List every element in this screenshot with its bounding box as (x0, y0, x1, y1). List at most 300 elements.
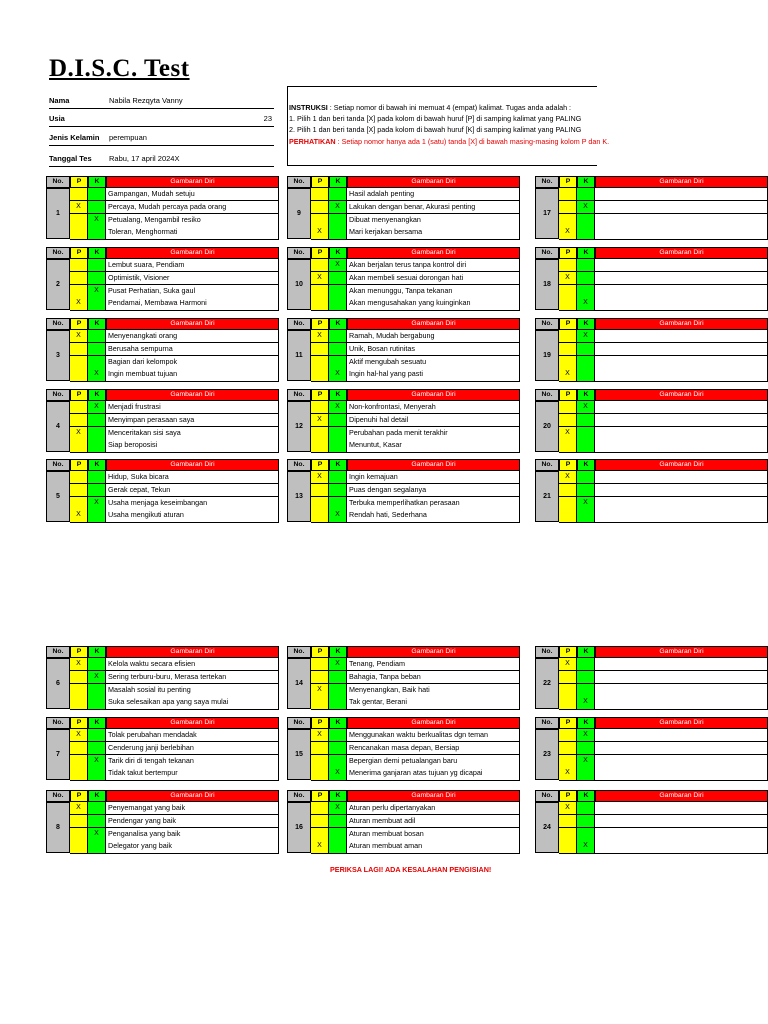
p-checkbox[interactable] (559, 509, 577, 523)
p-checkbox[interactable] (559, 343, 577, 356)
header-p: P (311, 790, 329, 802)
info-label: Nama (49, 96, 70, 105)
statement-row (311, 471, 520, 484)
p-checkbox[interactable] (311, 188, 329, 201)
k-checkbox[interactable]: X (577, 201, 595, 214)
header-no: No. (46, 646, 70, 658)
info-row-name (49, 90, 274, 109)
age-number[interactable]: 23 (263, 114, 272, 123)
header-k: K (577, 459, 595, 471)
statement-row (70, 226, 279, 239)
p-checkbox[interactable]: X (311, 840, 329, 854)
k-checkbox[interactable] (577, 658, 595, 671)
p-checkbox[interactable] (311, 658, 329, 671)
p-checkbox[interactable] (311, 401, 329, 414)
k-checkbox[interactable] (88, 272, 106, 285)
statement-row (70, 509, 279, 522)
warning-heading: PERHATIKAN (289, 137, 336, 146)
k-checkbox[interactable]: X (329, 259, 347, 272)
k-checkbox[interactable] (577, 439, 595, 453)
p-checkbox[interactable] (311, 368, 329, 382)
statement-text (595, 226, 768, 240)
p-checkbox[interactable]: X (559, 272, 577, 285)
group-header (535, 717, 768, 729)
p-checkbox[interactable]: X (70, 729, 88, 742)
statement-row (559, 188, 768, 201)
k-checkbox[interactable] (577, 802, 595, 815)
statement-text: Berusaha sempurna (106, 343, 279, 356)
p-checkbox[interactable]: X (559, 427, 577, 440)
statement-row (559, 368, 768, 381)
statement-text: Rencanakan masa depan, Bersiap (347, 742, 520, 755)
statement-text: Rendah hati, Sederhana (347, 509, 520, 523)
group-header (46, 717, 279, 729)
k-checkbox[interactable]: X (88, 285, 106, 298)
statement-row (70, 297, 279, 310)
p-checkbox[interactable] (311, 742, 329, 755)
statement-text: Siap beroposisi (106, 439, 279, 453)
k-checkbox[interactable]: X (329, 201, 347, 214)
k-checkbox[interactable] (329, 671, 347, 684)
k-checkbox[interactable]: X (88, 368, 106, 382)
p-checkbox[interactable] (70, 368, 88, 382)
k-checkbox[interactable] (88, 201, 106, 214)
k-checkbox[interactable] (329, 484, 347, 497)
k-checkbox[interactable] (88, 414, 106, 427)
p-checkbox[interactable]: X (70, 802, 88, 815)
p-checkbox[interactable]: X (311, 684, 329, 697)
p-checkbox[interactable] (559, 297, 577, 311)
question-group (46, 389, 279, 453)
statement-row (70, 840, 279, 853)
header-no: No. (535, 790, 559, 802)
statement-text: Delegator yang baik (106, 840, 279, 854)
instruction-heading: INSTRUKSI (289, 103, 328, 112)
k-checkbox[interactable] (577, 742, 595, 755)
k-checkbox[interactable] (577, 414, 595, 427)
statement-row (70, 272, 279, 285)
k-checkbox[interactable]: X (577, 401, 595, 414)
p-checkbox[interactable] (559, 840, 577, 854)
header-p: P (70, 176, 88, 188)
statement-row (311, 658, 520, 671)
p-checkbox[interactable] (559, 414, 577, 427)
statement-row (311, 188, 520, 201)
statement-text: Aturan membuat aman (347, 840, 520, 854)
instruction-line-1 (289, 103, 571, 112)
question-number: 20 (535, 401, 559, 452)
p-checkbox[interactable]: X (559, 471, 577, 484)
p-checkbox[interactable]: X (559, 368, 577, 382)
p-checkbox[interactable] (559, 401, 577, 414)
header-p: P (70, 790, 88, 802)
p-checkbox[interactable]: X (559, 226, 577, 240)
k-checkbox[interactable]: X (577, 840, 595, 854)
p-checkbox[interactable] (559, 742, 577, 755)
p-checkbox[interactable]: X (70, 330, 88, 343)
k-checkbox[interactable] (329, 840, 347, 854)
statement-text: Tolak perubahan mendadak (106, 729, 279, 742)
p-checkbox[interactable]: X (311, 414, 329, 427)
k-checkbox[interactable]: X (329, 509, 347, 523)
statement-text: Toleran, Menghormati (106, 226, 279, 240)
k-checkbox[interactable] (88, 343, 106, 356)
p-checkbox[interactable] (559, 729, 577, 742)
statement-row (559, 330, 768, 343)
k-checkbox[interactable]: X (577, 497, 595, 510)
k-checkbox[interactable] (329, 297, 347, 311)
statement-text: Sering terburu-buru, Merasa tertekan (106, 671, 279, 684)
question-group (535, 459, 704, 523)
p-checkbox[interactable] (559, 201, 577, 214)
p-checkbox[interactable] (311, 802, 329, 815)
k-checkbox[interactable] (577, 259, 595, 272)
k-checkbox[interactable] (329, 414, 347, 427)
k-checkbox[interactable] (577, 343, 595, 356)
k-checkbox[interactable]: X (88, 497, 106, 510)
question-group (46, 459, 279, 523)
info-label: Usia (49, 114, 65, 123)
info-label: Tanggal Tes (49, 154, 92, 163)
p-checkbox[interactable] (311, 343, 329, 356)
header-p: P (559, 247, 577, 259)
warning-text: : Setiap nomor hanya ada 1 (satu) tanda [X] di bawah masing-masing kolom P dan K. (335, 137, 610, 146)
k-checkbox[interactable] (577, 368, 595, 382)
k-checkbox[interactable] (329, 696, 347, 710)
statement-row (559, 671, 768, 684)
header-k: K (577, 646, 595, 658)
question-number: 7 (46, 729, 70, 780)
statement-row (559, 484, 768, 497)
k-checkbox[interactable] (88, 259, 106, 272)
p-checkbox[interactable] (70, 696, 88, 710)
question-number: 18 (535, 259, 559, 310)
statement-text: Cenderung janji berlebihan (106, 742, 279, 755)
k-checkbox[interactable]: X (88, 401, 106, 414)
p-checkbox[interactable]: X (311, 226, 329, 240)
question-number: 2 (46, 259, 70, 310)
k-checkbox[interactable] (88, 767, 106, 781)
question-group (287, 318, 520, 382)
question-number: 8 (46, 802, 70, 853)
p-checkbox[interactable] (70, 815, 88, 828)
group-header (535, 646, 768, 658)
statement-row (70, 815, 279, 828)
statement-text (595, 696, 768, 710)
group-header (46, 247, 279, 259)
k-checkbox[interactable]: X (88, 671, 106, 684)
header-gambaran-diri: Gambaran Diri (347, 717, 520, 729)
header-k: K (329, 247, 347, 259)
k-checkbox[interactable] (88, 696, 106, 710)
p-checkbox[interactable] (559, 815, 577, 828)
p-checkbox[interactable] (70, 272, 88, 285)
statement-row (311, 439, 520, 452)
p-checkbox[interactable] (70, 439, 88, 453)
header-no: No. (46, 459, 70, 471)
group-header (287, 389, 520, 401)
statement-text: Penyemangat yang baik (106, 802, 279, 815)
header-no: No. (535, 646, 559, 658)
statement-row (559, 802, 768, 815)
k-checkbox[interactable]: X (577, 297, 595, 311)
statement-row (70, 343, 279, 356)
k-checkbox[interactable] (329, 815, 347, 828)
header-no: No. (46, 717, 70, 729)
k-checkbox[interactable] (577, 671, 595, 684)
k-checkbox[interactable] (577, 767, 595, 781)
group-header (46, 318, 279, 330)
p-checkbox[interactable] (311, 259, 329, 272)
k-checkbox[interactable] (577, 272, 595, 285)
header-gambaran-diri: Gambaran Diri (347, 459, 520, 471)
k-checkbox[interactable] (329, 742, 347, 755)
p-checkbox[interactable] (70, 484, 88, 497)
statement-text: Bagian dari kelompok (106, 356, 279, 369)
question-number: 11 (287, 330, 311, 381)
k-checkbox[interactable] (329, 439, 347, 453)
info-row-age (49, 108, 274, 127)
k-checkbox[interactable]: X (88, 214, 106, 227)
k-checkbox[interactable] (577, 226, 595, 240)
p-checkbox[interactable] (559, 330, 577, 343)
header-k: K (88, 459, 106, 471)
p-checkbox[interactable] (311, 201, 329, 214)
question-group (46, 790, 279, 854)
header-no: No. (535, 318, 559, 330)
statement-row (559, 343, 768, 356)
header-k: K (577, 176, 595, 188)
group-header (46, 176, 279, 188)
k-checkbox[interactable] (88, 297, 106, 311)
p-checkbox[interactable] (559, 696, 577, 710)
statement-row (559, 696, 768, 709)
statement-row (559, 226, 768, 239)
k-checkbox[interactable]: X (329, 368, 347, 382)
p-checkbox[interactable] (311, 439, 329, 453)
statement-row (70, 767, 279, 780)
k-checkbox[interactable] (88, 471, 106, 484)
statement-row (559, 401, 768, 414)
statement-text: Optimistik, Visioner (106, 272, 279, 285)
k-checkbox[interactable] (88, 439, 106, 453)
k-checkbox[interactable] (88, 188, 106, 201)
statement-row (311, 272, 520, 285)
header-p: P (70, 389, 88, 401)
group-header (287, 717, 520, 729)
k-checkbox[interactable] (88, 509, 106, 523)
statement-text: Menggunakan waktu berkualitas dgn teman (347, 729, 520, 742)
k-checkbox[interactable] (577, 509, 595, 523)
header-p: P (70, 318, 88, 330)
k-checkbox[interactable] (88, 330, 106, 343)
p-checkbox[interactable]: X (70, 297, 88, 311)
statement-row (559, 742, 768, 755)
k-checkbox[interactable] (329, 272, 347, 285)
info-row-gender (49, 127, 274, 146)
p-checkbox[interactable] (70, 767, 88, 781)
k-checkbox[interactable]: X (329, 767, 347, 781)
question-number: 10 (287, 259, 311, 310)
statement-text: Gerak cepat, Tekun (106, 484, 279, 497)
statement-text (595, 439, 768, 453)
header-no: No. (287, 646, 311, 658)
k-checkbox[interactable]: X (329, 802, 347, 815)
header-p: P (311, 176, 329, 188)
statement-row (311, 226, 520, 239)
statement-row (311, 330, 520, 343)
instruction-text: : Setiap nomor di bawah ini memuat 4 (empat) kalimat. Tugas anda adalah : (327, 103, 572, 112)
p-checkbox[interactable]: X (70, 658, 88, 671)
group-header (535, 389, 768, 401)
statement-text (595, 509, 768, 523)
question-group (535, 176, 704, 240)
header-k: K (88, 790, 106, 802)
header-no: No. (535, 247, 559, 259)
header-no: No. (46, 790, 70, 802)
question-number: 9 (287, 188, 311, 239)
k-checkbox[interactable]: X (329, 658, 347, 671)
p-checkbox[interactable]: X (559, 658, 577, 671)
p-checkbox[interactable]: X (311, 272, 329, 285)
header-no: No. (46, 247, 70, 259)
statement-row (311, 509, 520, 522)
p-checkbox[interactable]: X (70, 427, 88, 440)
k-checkbox[interactable] (329, 471, 347, 484)
statement-text: Hasil adalah penting (347, 188, 520, 201)
statement-text: Akan berjalan terus tanpa kontrol diri (347, 259, 520, 272)
p-checkbox[interactable] (559, 188, 577, 201)
question-number: 3 (46, 330, 70, 381)
statement-row (559, 471, 768, 484)
statement-row (311, 414, 520, 427)
header-k: K (577, 717, 595, 729)
k-checkbox[interactable] (329, 226, 347, 240)
k-checkbox[interactable] (88, 742, 106, 755)
k-checkbox[interactable] (88, 802, 106, 815)
p-checkbox[interactable] (311, 696, 329, 710)
statement-row (70, 696, 279, 709)
test-date-value[interactable]: Rabu, 17 april 2024X (109, 154, 180, 163)
k-checkbox[interactable] (329, 729, 347, 742)
k-checkbox[interactable] (577, 815, 595, 828)
p-checkbox[interactable] (70, 742, 88, 755)
header-k: K (577, 389, 595, 401)
name-value[interactable]: Nabila Rezqyta Vanny (109, 96, 183, 105)
k-checkbox[interactable]: X (577, 755, 595, 768)
k-checkbox[interactable] (88, 484, 106, 497)
page-title: D.I.S.C. Test (49, 55, 190, 82)
statement-row (311, 259, 520, 272)
statement-text: Tarik diri di tengah tekanan (106, 755, 279, 768)
question-number: 19 (535, 330, 559, 381)
p-checkbox[interactable] (70, 471, 88, 484)
statement-row (311, 343, 520, 356)
k-checkbox[interactable]: X (577, 729, 595, 742)
p-checkbox[interactable] (311, 509, 329, 523)
p-checkbox[interactable] (70, 188, 88, 201)
p-checkbox[interactable] (559, 259, 577, 272)
question-number: 6 (46, 658, 70, 709)
question-group (46, 176, 279, 240)
statement-text: Lakukan dengan benar, Akurasi penting (347, 201, 520, 214)
p-checkbox[interactable] (559, 671, 577, 684)
k-checkbox[interactable] (88, 226, 106, 240)
header-no: No. (535, 717, 559, 729)
k-checkbox[interactable]: X (577, 330, 595, 343)
p-checkbox[interactable]: X (70, 509, 88, 523)
statement-row (70, 330, 279, 343)
k-checkbox[interactable] (88, 815, 106, 828)
p-checkbox[interactable] (311, 767, 329, 781)
p-checkbox[interactable] (70, 671, 88, 684)
statement-row (559, 767, 768, 780)
gender-value[interactable]: perempuan (109, 133, 147, 142)
statement-row (311, 696, 520, 709)
p-checkbox[interactable] (311, 815, 329, 828)
p-checkbox[interactable] (559, 484, 577, 497)
k-checkbox[interactable] (577, 484, 595, 497)
k-checkbox[interactable] (329, 330, 347, 343)
statement-row (311, 401, 520, 414)
p-checkbox[interactable] (70, 414, 88, 427)
k-checkbox[interactable]: X (88, 828, 106, 841)
p-checkbox[interactable]: X (559, 767, 577, 781)
k-checkbox[interactable] (577, 188, 595, 201)
statement-text: Akan membeli sesuai dorongan hati (347, 272, 520, 285)
p-checkbox[interactable] (70, 259, 88, 272)
statement-row (559, 509, 768, 522)
statement-text: Mari kerjakan bersama (347, 226, 520, 240)
p-checkbox[interactable] (70, 401, 88, 414)
p-checkbox[interactable] (70, 226, 88, 240)
statement-row (311, 729, 520, 742)
question-group (287, 717, 520, 781)
question-group (46, 717, 279, 781)
k-checkbox[interactable] (88, 729, 106, 742)
p-checkbox[interactable]: X (559, 802, 577, 815)
statement-row (311, 767, 520, 780)
p-checkbox[interactable]: X (311, 471, 329, 484)
question-group (535, 389, 704, 453)
header-p: P (70, 717, 88, 729)
p-checkbox[interactable] (70, 343, 88, 356)
k-checkbox[interactable]: X (88, 755, 106, 768)
p-checkbox[interactable]: X (311, 729, 329, 742)
k-checkbox[interactable] (88, 840, 106, 854)
k-checkbox[interactable] (88, 658, 106, 671)
header-gambaran-diri: Gambaran Diri (106, 459, 279, 471)
question-number: 1 (46, 188, 70, 239)
p-checkbox[interactable] (311, 484, 329, 497)
question-number: 13 (287, 471, 311, 522)
p-checkbox[interactable] (70, 840, 88, 854)
p-checkbox[interactable] (311, 297, 329, 311)
statement-text: Dipenuhi hal detail (347, 414, 520, 427)
k-checkbox[interactable]: X (329, 401, 347, 414)
header-gambaran-diri: Gambaran Diri (106, 790, 279, 802)
k-checkbox[interactable] (329, 343, 347, 356)
k-checkbox[interactable] (577, 471, 595, 484)
k-checkbox[interactable]: X (577, 696, 595, 710)
k-checkbox[interactable] (329, 188, 347, 201)
p-checkbox[interactable] (311, 671, 329, 684)
p-checkbox[interactable]: X (311, 330, 329, 343)
p-checkbox[interactable] (559, 439, 577, 453)
statement-row (70, 439, 279, 452)
p-checkbox[interactable]: X (70, 201, 88, 214)
statement-row (559, 297, 768, 310)
